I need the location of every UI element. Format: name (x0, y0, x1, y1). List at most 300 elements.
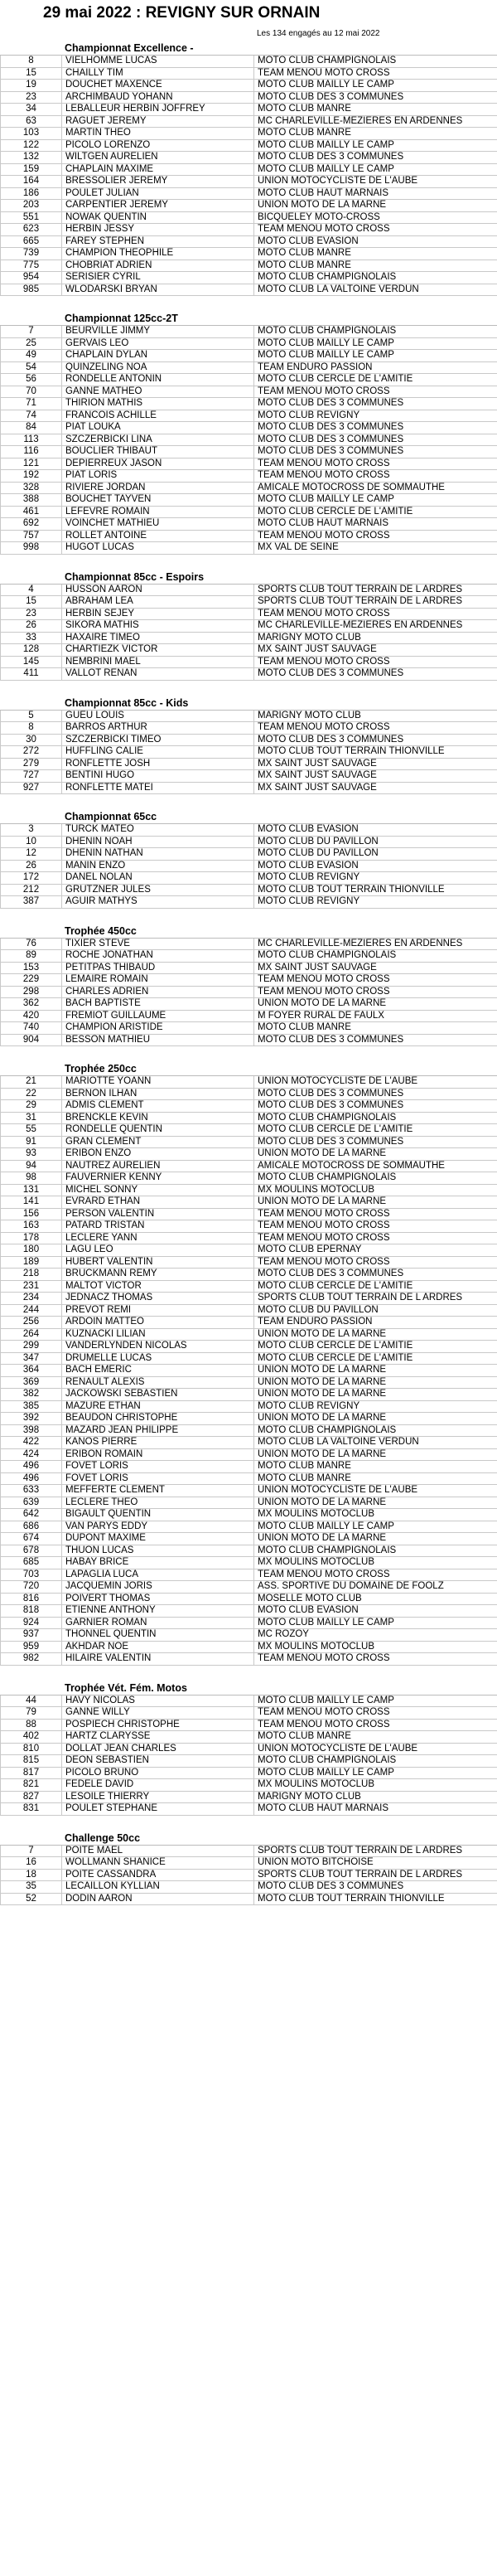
rider-club: MC CHARLEVILLE-MEZIERES EN ARDENNES (254, 115, 497, 128)
rider-name: GERVAIS LEO (62, 337, 254, 350)
rider-number: 212 (1, 884, 62, 896)
rider-club: MOTO CLUB DES 3 COMMUNES (254, 422, 497, 434)
rider-number: 74 (1, 410, 62, 422)
rider-number: 272 (1, 746, 62, 759)
rider-number: 937 (1, 1629, 62, 1642)
rider-number: 388 (1, 494, 62, 507)
rider-name: LEMAIRE ROMAIN (62, 974, 254, 987)
table-row (1, 224, 497, 236)
rider-club: SPORTS CLUB TOUT TERRAIN DE L ARDRES (254, 1869, 497, 1881)
rider-club: UNION MOTO DE LA MARNE (254, 200, 497, 212)
rider-name: BOUCHET TAYVEN (62, 494, 254, 507)
rider-number: 496 (1, 1472, 62, 1485)
rider-number: 692 (1, 518, 62, 531)
rider-number: 398 (1, 1424, 62, 1437)
rider-name: MANIN ENZO (62, 860, 254, 872)
table-row (1, 1869, 497, 1881)
rider-club: MOTO CLUB MAILLY LE CAMP (254, 1696, 497, 1707)
table-row (1, 1533, 497, 1545)
rider-name: TIXIER STEVE (62, 939, 254, 950)
rider-club: AMICALE MOTOCROSS DE SOMMAUTHE (254, 482, 497, 494)
rider-club: MX MOULINS MOTOCLUB (254, 1184, 497, 1196)
rider-name: FREMIOT GUILLAUME (62, 1010, 254, 1022)
rider-number: 362 (1, 998, 62, 1011)
rider-number: 816 (1, 1593, 62, 1605)
entrants-table (0, 824, 497, 909)
rider-club: MOTO CLUB LA VALTOINE VERDUN (254, 1437, 497, 1449)
rider-club: MOTO CLUB MAILLY LE CAMP (254, 163, 497, 176)
rider-name: NEMBRINI MAEL (62, 656, 254, 668)
table-row (1, 1755, 497, 1768)
rider-club: UNION MOTOCYCLISTE DE L'AUBE (254, 1743, 497, 1755)
table-row (1, 200, 497, 212)
table-row (1, 1100, 497, 1113)
rider-club: TEAM MENOU MOTO CROSS (254, 1707, 497, 1720)
rider-name: ARDOIN MATTEO (62, 1317, 254, 1329)
table-row (1, 1317, 497, 1329)
rider-number: 686 (1, 1521, 62, 1533)
entrants-table (0, 585, 497, 681)
table-row (1, 1220, 497, 1233)
rider-number: 91 (1, 1136, 62, 1148)
table-row (1, 986, 497, 998)
rider-number: 88 (1, 1719, 62, 1731)
rider-number: 132 (1, 152, 62, 164)
table-row (1, 1256, 497, 1269)
rider-club: MOTO CLUB CERCLE DE L'AMITIE (254, 1280, 497, 1293)
entrants-table (0, 1696, 497, 1816)
rider-name: MARIOTTE YOANN (62, 1076, 254, 1088)
table-row (1, 284, 497, 296)
rider-club: MOTO CLUB MAILLY LE CAMP (254, 494, 497, 507)
section (0, 696, 497, 795)
rider-number: 22 (1, 1088, 62, 1100)
rider-name: BENTINI HUGO (62, 770, 254, 783)
table-row (1, 1232, 497, 1244)
rider-name: MEFFERTE CLEMENT (62, 1485, 254, 1497)
table-row (1, 1076, 497, 1088)
table-row (1, 1244, 497, 1257)
rider-name: DODIN AARON (62, 1893, 254, 1905)
table-row (1, 187, 497, 200)
rider-name: CHOBRIAT ADRIEN (62, 260, 254, 272)
rider-club: TEAM MENOU MOTO CROSS (254, 1569, 497, 1581)
rider-number: 703 (1, 1569, 62, 1581)
section-title: Trophée 450cc (0, 924, 497, 939)
rider-club: MC CHARLEVILLE-MEZIERES EN ARDENNES (254, 939, 497, 950)
rider-club: MX SAINT JUST SAUVAGE (254, 962, 497, 974)
rider-club: MOTO CLUB DES 3 COMMUNES (254, 398, 497, 410)
rider-club: MOTO CLUB MANRE (254, 104, 497, 116)
rider-club: MOTO CLUB MAILLY LE CAMP (254, 337, 497, 350)
table-row (1, 1448, 497, 1461)
table-row (1, 272, 497, 284)
rider-name: SZCZERBICKI TIMEO (62, 734, 254, 746)
rider-name: VAN PARYS EDDY (62, 1521, 254, 1533)
rider-number: 15 (1, 596, 62, 609)
section (0, 570, 497, 681)
rider-number: 31 (1, 1112, 62, 1124)
table-row (1, 1022, 497, 1035)
table-row (1, 998, 497, 1011)
rider-club: MOTO CLUB MANRE (254, 128, 497, 140)
rider-club: TEAM MENOU MOTO CROSS (254, 224, 497, 236)
rider-number: 411 (1, 668, 62, 681)
rider-club: MOTO CLUB MAILLY LE CAMP (254, 1521, 497, 1533)
table-row (1, 1719, 497, 1731)
rider-club: MOTO CLUB CERCLE DE L'AMITIE (254, 1352, 497, 1365)
rider-number: 831 (1, 1803, 62, 1816)
rider-club: MOTO CLUB MAILLY LE CAMP (254, 1617, 497, 1629)
rider-name: JACKOWSKI SEBASTIEN (62, 1389, 254, 1401)
rider-number: 347 (1, 1352, 62, 1365)
table-row (1, 115, 497, 128)
rider-name: FOVET LORIS (62, 1461, 254, 1473)
rider-club: MC CHARLEVILLE-MEZIERES EN ARDENNES (254, 620, 497, 633)
rider-club: MX SAINT JUST SAUVAGE (254, 770, 497, 783)
table-row (1, 1112, 497, 1124)
table-row (1, 722, 497, 735)
rider-club: MOTO CLUB HAUT MARNAIS (254, 1803, 497, 1816)
rider-number: 998 (1, 542, 62, 555)
rider-club: MOTO CLUB REVIGNY (254, 410, 497, 422)
rider-number: 982 (1, 1653, 62, 1666)
rider-name: PATARD TRISTAN (62, 1220, 254, 1233)
table-row (1, 1569, 497, 1581)
rider-name: CHAPLAIN MAXIME (62, 163, 254, 176)
rider-name: ERIBON ROMAIN (62, 1448, 254, 1461)
table-row (1, 1653, 497, 1666)
table-row (1, 1437, 497, 1449)
table-row (1, 434, 497, 446)
rider-number: 189 (1, 1256, 62, 1269)
rider-number: 55 (1, 1124, 62, 1137)
rider-number: 424 (1, 1448, 62, 1461)
section-title: Championnat Excellence - (0, 41, 497, 56)
rider-club: TEAM MENOU MOTO CROSS (254, 722, 497, 735)
rider-number: 727 (1, 770, 62, 783)
section-gap (0, 296, 497, 312)
rider-number: 904 (1, 1034, 62, 1046)
table-row (1, 860, 497, 872)
section-title: Championnat 125cc-2T (0, 312, 497, 326)
rider-name: LEFEVRE ROMAIN (62, 506, 254, 518)
rider-club: SPORTS CLUB TOUT TERRAIN DE L ARDRES (254, 585, 497, 596)
rider-name: CHAMPION ARISTIDE (62, 1022, 254, 1035)
rider-club: TEAM MENOU MOTO CROSS (254, 608, 497, 620)
rider-name: NOWAK QUENTIN (62, 211, 254, 224)
table-row (1, 770, 497, 783)
rider-name: LAPAGLIA LUCA (62, 1569, 254, 1581)
rider-name: MALTOT VICTOR (62, 1280, 254, 1293)
rider-club: MOTO CLUB MAILLY LE CAMP (254, 139, 497, 152)
table-row (1, 974, 497, 987)
rider-name: LAGU LEO (62, 1244, 254, 1257)
rider-name: RAGUET JEREMY (62, 115, 254, 128)
rider-club: MARIGNY MOTO CLUB (254, 1791, 497, 1803)
rider-club: MOTO CLUB MANRE (254, 1472, 497, 1485)
rider-number: 131 (1, 1184, 62, 1196)
rider-name: RIVIERE JORDAN (62, 482, 254, 494)
rider-name: BEAUDON CHRISTOPHE (62, 1413, 254, 1425)
table-row (1, 734, 497, 746)
table-row (1, 104, 497, 116)
table-row (1, 1881, 497, 1894)
table-row (1, 128, 497, 140)
rider-name: GANNE WILLY (62, 1707, 254, 1720)
section-gap (0, 555, 497, 570)
rider-club: SPORTS CLUB TOUT TERRAIN DE L ARDRES (254, 1293, 497, 1305)
rider-number: 422 (1, 1437, 62, 1449)
rider-club: MOTO CLUB DES 3 COMMUNES (254, 91, 497, 104)
rider-club: MOTO CLUB DES 3 COMMUNES (254, 1269, 497, 1281)
table-row (1, 506, 497, 518)
rider-club: UNION MOTOCYCLISTE DE L'AUBE (254, 1485, 497, 1497)
rider-number: 821 (1, 1779, 62, 1792)
rider-club: MOTO CLUB CHAMPIGNOLAIS (254, 1545, 497, 1557)
table-row (1, 1461, 497, 1473)
rider-number: 234 (1, 1293, 62, 1305)
table-row (1, 1280, 497, 1293)
table-row (1, 350, 497, 362)
rider-number: 71 (1, 398, 62, 410)
rider-name: WILTGEN AURELIEN (62, 152, 254, 164)
rider-name: MICHEL SONNY (62, 1184, 254, 1196)
rider-number: 8 (1, 722, 62, 735)
table-row (1, 1581, 497, 1594)
rider-name: VANDERLYNDEN NICOLAS (62, 1341, 254, 1353)
table-row (1, 1352, 497, 1365)
rider-number: 757 (1, 530, 62, 542)
table-row (1, 950, 497, 963)
table-row (1, 962, 497, 974)
rider-name: DOUCHET MAXENCE (62, 80, 254, 92)
rider-number: 364 (1, 1365, 62, 1377)
rider-name: HERBIN JESSY (62, 224, 254, 236)
rider-number: 33 (1, 632, 62, 644)
rider-club: MOTO CLUB EVASION (254, 860, 497, 872)
rider-club: MOTO CLUB DU PAVILLON (254, 848, 497, 861)
table-row (1, 1857, 497, 1870)
rider-number: 128 (1, 644, 62, 657)
section (0, 1831, 497, 1906)
table-row (1, 470, 497, 483)
rider-club: MOTO CLUB CERCLE DE L'AMITIE (254, 1124, 497, 1137)
rider-name: LECAILLON KYLLIAN (62, 1881, 254, 1894)
rider-name: SZCZERBICKI LINA (62, 434, 254, 446)
rider-number: 89 (1, 950, 62, 963)
rider-club: UNION MOTOCYCLISTE DE L'AUBE (254, 1076, 497, 1088)
rider-number: 19 (1, 80, 62, 92)
table-row (1, 1208, 497, 1220)
rider-number: 180 (1, 1244, 62, 1257)
rider-name: GUEU LOUIS (62, 711, 254, 722)
rider-club: MOTO CLUB MANRE (254, 248, 497, 260)
section-gap (0, 1816, 497, 1831)
rider-number: 63 (1, 115, 62, 128)
rider-name: HERBIN SEJEY (62, 608, 254, 620)
table-row (1, 410, 497, 422)
rider-name: FOVET LORIS (62, 1472, 254, 1485)
section-gap (0, 1666, 497, 1681)
table-row (1, 596, 497, 609)
rider-number: 16 (1, 1857, 62, 1870)
rider-club: TEAM MENOU MOTO CROSS (254, 67, 497, 80)
rider-name: GRAN CLEMENT (62, 1136, 254, 1148)
table-row (1, 1629, 497, 1642)
table-row (1, 1485, 497, 1497)
rider-name: MARTIN THEO (62, 128, 254, 140)
rider-number: 815 (1, 1755, 62, 1768)
rider-name: CHARLES ADRIEN (62, 986, 254, 998)
rider-number: 98 (1, 1172, 62, 1185)
table-row (1, 1509, 497, 1521)
rider-name: CHAILLY TIM (62, 67, 254, 80)
rider-club: MX SAINT JUST SAUVAGE (254, 782, 497, 794)
table-row (1, 386, 497, 398)
table-row (1, 1148, 497, 1161)
rider-club: TEAM MENOU MOTO CROSS (254, 1232, 497, 1244)
rider-club: BICQUELEY MOTO-CROSS (254, 211, 497, 224)
rider-number: 924 (1, 1617, 62, 1629)
rider-name: RONFLETTE MATEI (62, 782, 254, 794)
rider-number: 203 (1, 200, 62, 212)
rider-number: 818 (1, 1605, 62, 1618)
table-row (1, 884, 497, 896)
rider-club: MOTO CLUB DES 3 COMMUNES (254, 446, 497, 458)
rider-number: 122 (1, 139, 62, 152)
rider-club: SPORTS CLUB TOUT TERRAIN DE L ARDRES (254, 1846, 497, 1857)
rider-number: 810 (1, 1743, 62, 1755)
rider-name: VOINCHET MATHIEU (62, 518, 254, 531)
table-row (1, 1803, 497, 1816)
rider-club: MOTO CLUB LA VALTOINE VERDUN (254, 284, 497, 296)
rider-club: UNION MOTO DE LA MARNE (254, 1196, 497, 1209)
rider-name: JEDNACZ THOMAS (62, 1293, 254, 1305)
table-row (1, 1389, 497, 1401)
rider-club: UNION MOTO DE LA MARNE (254, 1533, 497, 1545)
entrants-table (0, 1076, 497, 1666)
rider-number: 229 (1, 974, 62, 987)
rider-number: 3 (1, 824, 62, 836)
section (0, 924, 497, 1047)
rider-name: ERIBON ENZO (62, 1148, 254, 1161)
section (0, 1062, 497, 1666)
table-row (1, 836, 497, 848)
table-row (1, 585, 497, 596)
section-gap (0, 681, 497, 696)
rider-number: 70 (1, 386, 62, 398)
entrants-table (0, 56, 497, 296)
rider-number: 264 (1, 1328, 62, 1341)
rider-number: 153 (1, 962, 62, 974)
rider-club: MOTO CLUB DES 3 COMMUNES (254, 434, 497, 446)
table-row (1, 1304, 497, 1317)
table-row (1, 758, 497, 770)
rider-number: 775 (1, 260, 62, 272)
rider-number: 164 (1, 176, 62, 188)
rider-number: 56 (1, 374, 62, 386)
rider-number: 49 (1, 350, 62, 362)
rider-club: MOTO CLUB DES 3 COMMUNES (254, 1881, 497, 1894)
table-row (1, 668, 497, 681)
rider-number: 420 (1, 1010, 62, 1022)
rider-club: MOTO CLUB DU PAVILLON (254, 836, 497, 848)
rider-club: MC ROZOY (254, 1629, 497, 1642)
rider-club: MOTO CLUB MANRE (254, 1461, 497, 1473)
section-title: Championnat 85cc - Espoirs (0, 570, 497, 585)
table-row (1, 939, 497, 950)
rider-name: BRUCKMANN REMY (62, 1269, 254, 1281)
rider-club: MOTO CLUB CHAMPIGNOLAIS (254, 56, 497, 67)
rider-number: 7 (1, 1846, 62, 1857)
rider-name: POSPIECH CHRISTOPHE (62, 1719, 254, 1731)
rider-number: 298 (1, 986, 62, 998)
rider-club: TEAM MENOU MOTO CROSS (254, 1653, 497, 1666)
table-row (1, 656, 497, 668)
table-row (1, 542, 497, 555)
rider-name: HUSSON AARON (62, 585, 254, 596)
table-row (1, 1846, 497, 1857)
rider-club: AMICALE MOTOCROSS DE SOMMAUTHE (254, 1160, 497, 1172)
table-row (1, 711, 497, 722)
table-row (1, 1472, 497, 1485)
rider-club: ASS. SPORTIVE DU DOMAINE DE FOOLZ (254, 1581, 497, 1594)
rider-name: ROCHE JONATHAN (62, 950, 254, 963)
rider-number: 23 (1, 91, 62, 104)
rider-name: DUPONT MAXIME (62, 1533, 254, 1545)
rider-name: ADMIS CLEMENT (62, 1100, 254, 1113)
rider-number: 172 (1, 872, 62, 885)
rider-number: 121 (1, 458, 62, 470)
rider-club: MOTO CLUB EVASION (254, 1605, 497, 1618)
rider-name: CARPENTIER JEREMY (62, 200, 254, 212)
rider-number: 18 (1, 1869, 62, 1881)
table-row (1, 1124, 497, 1137)
rider-club: MOTO CLUB DES 3 COMMUNES (254, 1136, 497, 1148)
rider-name: HABAY BRICE (62, 1557, 254, 1569)
rider-club: MOTO CLUB CERCLE DE L'AMITIE (254, 506, 497, 518)
section (0, 41, 497, 296)
rider-name: LECLERE THEO (62, 1497, 254, 1509)
sections-container (0, 41, 497, 1905)
table-row (1, 398, 497, 410)
table-row (1, 482, 497, 494)
rider-number: 218 (1, 1269, 62, 1281)
rider-name: ETIENNE ANTHONY (62, 1605, 254, 1618)
rider-number: 639 (1, 1497, 62, 1509)
rider-club: UNION MOTO DE LA MARNE (254, 1148, 497, 1161)
table-row (1, 337, 497, 350)
section-title: Championnat 65cc (0, 810, 497, 824)
rider-name: HARTZ CLARYSSE (62, 1731, 254, 1744)
rider-club: TEAM MENOU MOTO CROSS (254, 986, 497, 998)
table-row (1, 1605, 497, 1618)
rider-name: WOLLMANN SHANICE (62, 1857, 254, 1870)
section-gap (0, 1046, 497, 1062)
table-row (1, 620, 497, 633)
rider-number: 15 (1, 67, 62, 80)
section-gap (0, 794, 497, 810)
rider-number: 328 (1, 482, 62, 494)
rider-club: TEAM MENOU MOTO CROSS (254, 1719, 497, 1731)
rider-number: 382 (1, 1389, 62, 1401)
rider-club: MOTO CLUB MAILLY LE CAMP (254, 350, 497, 362)
rider-club: TEAM MENOU MOTO CROSS (254, 386, 497, 398)
rider-club: MOTO CLUB REVIGNY (254, 1400, 497, 1413)
rider-number: 674 (1, 1533, 62, 1545)
table-row (1, 67, 497, 80)
